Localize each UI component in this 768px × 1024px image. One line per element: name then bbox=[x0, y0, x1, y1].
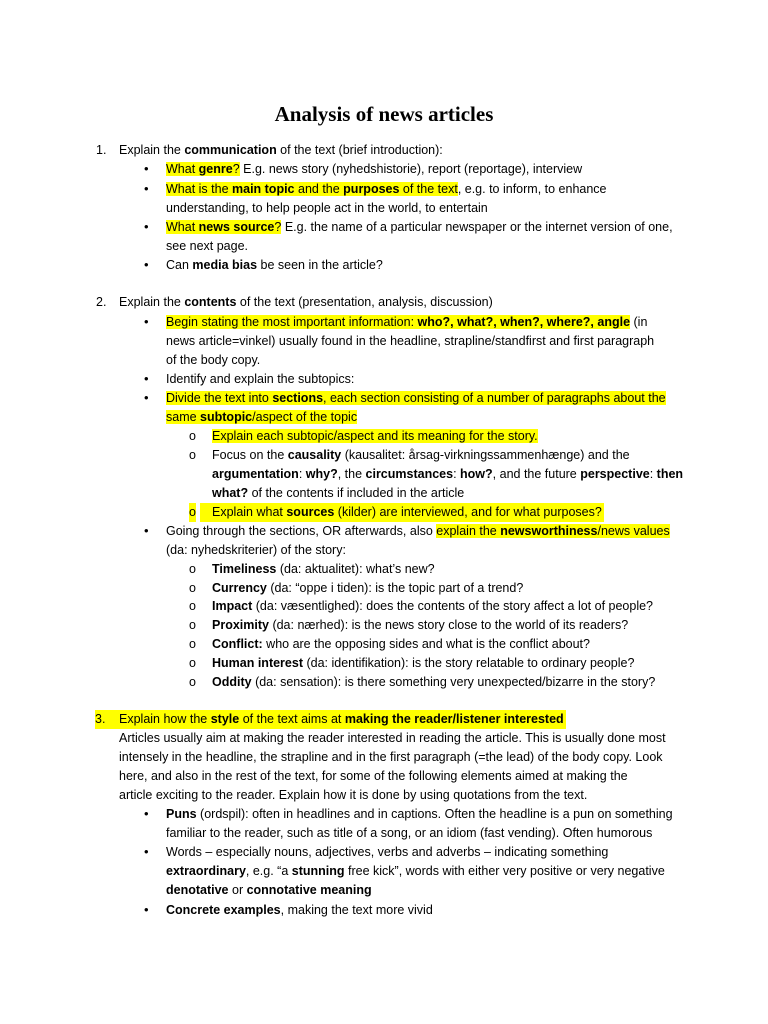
s2-sub-causality-cont-2: what? of the contents if included in the article bbox=[212, 486, 465, 500]
s3-item-words-cont-2: denotative or connotative meaning bbox=[166, 883, 372, 897]
s2-item-divide: Divide the text into sections, each section consisting of a number of paragraphs about the bbox=[166, 391, 666, 405]
news-value-item: Conflict: who are the opposing sides and what is the conflict about? bbox=[212, 637, 590, 651]
s3-item-puns-cont: familiar to the reader, such as title of a song, or an idiom (fast vending). Often humorous bbox=[166, 826, 653, 840]
s3-item-words: Words – especially nouns, adjectives, verbs and adverbs – indicating something bbox=[166, 845, 609, 859]
section-3-heading: 3. Explain how the style of the text aims at making the reader/listener interested bbox=[95, 710, 566, 729]
news-value-item: Timeliness (da: aktualitet): what’s new? bbox=[212, 562, 435, 576]
section-3-number: 3. bbox=[95, 712, 106, 726]
s3-item-examples: Concrete examples, making the text more vivid bbox=[166, 903, 433, 917]
s1-item-source-cont: see next page. bbox=[166, 239, 249, 253]
s2-item-newsworthiness-cont: (da: nyhedskriterier) of the story: bbox=[166, 543, 346, 557]
circle-bullet-icon: o bbox=[189, 656, 196, 670]
s3-item-words-cont-1: extraordinary, e.g. “a stunning free kick”, words with either very positive or very negative bbox=[166, 864, 665, 878]
section-1-number: 1. bbox=[96, 143, 107, 157]
s2-item-subtopics: Identify and explain the subtopics: bbox=[166, 372, 355, 386]
bullet-icon: • bbox=[144, 219, 149, 234]
s1-item-source: What news source? E.g. the name of a particular newspaper or the internet version of one, bbox=[166, 220, 673, 234]
s1-item-topic-cont: understanding, to help people act in the world, to entertain bbox=[166, 201, 488, 215]
s3-paragraph-line: here, and also in the rest of the text, for some of the following elements aimed at making the bbox=[119, 769, 628, 783]
s3-paragraph-line: article exciting to the reader. Explain how it is done by using quotations from the text. bbox=[119, 788, 588, 802]
bullet-icon: • bbox=[144, 371, 149, 386]
circle-bullet-icon: o bbox=[189, 429, 196, 443]
bullet-icon: • bbox=[144, 314, 149, 329]
s2-item-begin-cont-1: news article=vinkel) usually found in the headline, strapline/standfirst and first paragraph bbox=[166, 334, 655, 348]
circle-bullet-icon: o bbox=[189, 618, 196, 632]
news-value-item: Impact (da: væsentlighed): does the contents of the story affect a lot of people? bbox=[212, 599, 654, 613]
s3-paragraph-line: intensely in the headline, the strapline and in the first paragraph (=the lead) of the body copy. Look bbox=[119, 750, 663, 764]
section-2-heading: Explain the contents of the text (presentation, analysis, discussion) bbox=[119, 295, 493, 309]
s2-item-begin-cont-2: of the body copy. bbox=[166, 353, 261, 367]
circle-bullet-icon: o bbox=[189, 675, 196, 689]
circle-bullet-icon: o bbox=[189, 448, 196, 462]
bullet-icon: • bbox=[144, 257, 149, 272]
s2-sub-sources: Explain what sources (kilder) are interviewed, and for what purposes? bbox=[200, 503, 604, 522]
bullet-icon: • bbox=[144, 523, 149, 538]
bullet-icon: • bbox=[144, 181, 149, 196]
s1-item-genre: What genre? E.g. news story (nyhedshistorie), report (reportage), interview bbox=[166, 162, 583, 176]
circle-bullet-icon: o bbox=[189, 599, 196, 613]
document-title: Analysis of news articles bbox=[274, 102, 494, 126]
s2-sub-causality-cont-1: argumentation: why?, the circumstances: how?, and the future perspective: then bbox=[212, 467, 684, 481]
s2-item-begin: Begin stating the most important information: who?, what?, when?, where?, angle (in bbox=[166, 315, 648, 329]
bullet-icon: • bbox=[144, 806, 149, 821]
s2-sub-explain: Explain each subtopic/aspect and its meaning for the story. bbox=[212, 429, 538, 443]
circle-bullet-icon: o bbox=[189, 562, 196, 576]
section-2-number: 2. bbox=[96, 295, 107, 309]
section-1-heading: Explain the communication of the text (brief introduction): bbox=[119, 143, 443, 157]
bullet-icon: • bbox=[144, 390, 149, 405]
bullet-icon: • bbox=[144, 844, 149, 859]
bullet-icon: • bbox=[144, 902, 149, 917]
s2-sub-causality: Focus on the causality (kausalitet: årsag-virkningssammenhænge) and the bbox=[212, 448, 630, 462]
s1-item-bias: Can media bias be seen in the article? bbox=[166, 258, 383, 272]
circle-bullet-icon: o bbox=[189, 503, 196, 522]
bullet-icon: • bbox=[144, 161, 149, 176]
news-value-item: Human interest (da: identifikation): is the story relatable to ordinary people? bbox=[212, 656, 635, 670]
s2-item-divide-cont: same subtopic/aspect of the topic bbox=[166, 410, 358, 424]
s1-item-topic: What is the main topic and the purposes of the text, e.g. to inform, to enhance bbox=[166, 182, 607, 196]
news-value-item: Proximity (da: nærhed): is the news story close to the world of its readers? bbox=[212, 618, 629, 632]
news-value-item: Currency (da: “oppe i tiden): is the topic part of a trend? bbox=[212, 581, 524, 595]
s3-item-puns: Puns (ordspil): often in headlines and in captions. Often the headline is a pun on something bbox=[166, 807, 673, 821]
circle-bullet-icon: o bbox=[189, 581, 196, 595]
circle-bullet-icon: o bbox=[189, 637, 196, 651]
s2-item-newsworthiness: Going through the sections, OR afterwards, also explain the newsworthiness/news values bbox=[166, 524, 670, 538]
news-value-item: Oddity (da: sensation): is there something very unexpected/bizarre in the story? bbox=[212, 675, 656, 689]
s3-paragraph-line: Articles usually aim at making the reader interested in reading the article. This is usually done most bbox=[119, 731, 666, 745]
